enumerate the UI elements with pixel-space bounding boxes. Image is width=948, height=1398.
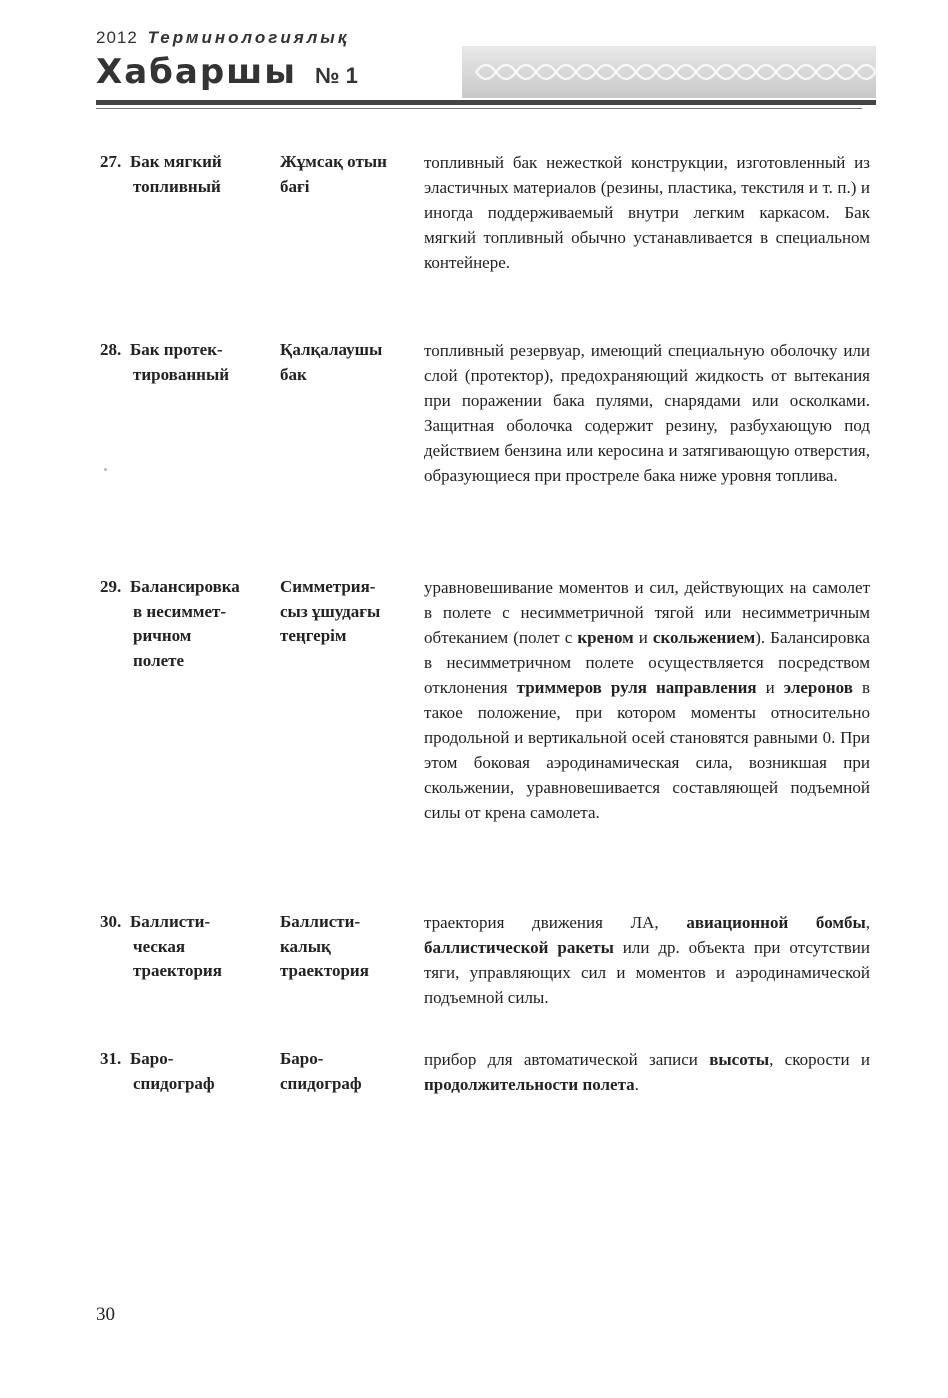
term-kz-line: спидограф (280, 1073, 362, 1093)
term-kz-line: Баллисти- (280, 912, 361, 931)
header-year-line (96, 28, 349, 48)
term-kz-line: теңгерім (280, 626, 347, 645)
term-kz-line: бағі (280, 176, 310, 196)
term-kz (280, 1047, 420, 1096)
term-ru-line: топливный (133, 176, 221, 196)
entry-number: 31. (100, 1049, 122, 1068)
header-rule (96, 100, 876, 105)
term-kz-line: Баро- (280, 1049, 324, 1068)
header-rule-thin (96, 108, 862, 109)
definition-bold-term: баллистической ракеты (424, 938, 614, 957)
definition-text: траектория движения ЛА, (424, 913, 687, 932)
ornament-band (462, 46, 876, 98)
term-ru (100, 150, 270, 199)
term-kz-line: сыз ұшудағы (280, 601, 381, 621)
page-number: 30 (96, 1304, 115, 1325)
term-kz (280, 910, 420, 984)
term-kz-line: бак (280, 364, 307, 384)
definition-bold-term: триммеров руля направления (516, 678, 757, 697)
definition-text: ). Балансировка в несимметричном полете осуществляется посредством отклонения (424, 628, 870, 697)
term-ru-line: Бак мягкий (130, 152, 222, 171)
term-ru-line: траектория (133, 961, 222, 980)
entry-number: 30. (100, 912, 122, 931)
definition-bold-term: высоты (709, 1050, 770, 1069)
term-ru-line: спидограф (133, 1073, 215, 1093)
definition-text: уравновешивание моментов и сил, действующих на самолет в полете с несимметричной тягой или несимметричным обтеканием (полет с (424, 578, 870, 647)
term-ru-line: Балансировка (130, 577, 240, 596)
term-ru (100, 1047, 270, 1096)
term-kz-line: Қалқалаушы (280, 340, 383, 359)
term-kz-line: траектория (280, 961, 369, 980)
definition-bold-term: скольжением (652, 628, 756, 647)
ornament-pattern-icon (462, 46, 876, 98)
definition-text: в такое положение, при котором моменты относительно продольной и вертикальной осей становятся равными 0. При этом боковая аэродинамическая сила, возникшая при скольжении, уравновешивается составляющей подъемной силы от крена самолета. (424, 678, 870, 822)
entry-number: 29. (100, 577, 122, 596)
header-year: 2012 (96, 28, 138, 47)
definition (424, 338, 870, 488)
term-kz-line: Симметрия- (280, 577, 376, 596)
header-magazine: Терминологиялық (147, 28, 350, 47)
header-issue: № 1 (315, 63, 358, 88)
term-ru-line: ческая (133, 936, 186, 956)
term-ru-line: в несиммет- (133, 601, 227, 621)
term-kz-line: Жұмсақ отын (280, 152, 387, 171)
term-ru-line: ричном (133, 626, 192, 645)
term-ru (100, 338, 270, 387)
definition (424, 575, 870, 825)
definition-text: и (756, 678, 784, 697)
term-kz (280, 150, 420, 199)
page-header (96, 24, 876, 124)
definition (424, 910, 870, 1010)
definition-bold-term: авиационной бомбы (686, 913, 866, 932)
entry-number: 28. (100, 340, 122, 359)
definition-text: и (633, 628, 653, 647)
definition-text: . (634, 1075, 639, 1094)
definition-bold-term: элеронов (783, 678, 853, 697)
definition-text: , (865, 913, 870, 932)
definition-text: или др. объекта при отсутствии тяги, управляющих сил и моментов и аэродинамической подъемной силы. (424, 938, 870, 1007)
term-ru-line: полете (133, 650, 185, 670)
term-ru-line: тированный (133, 364, 230, 384)
scan-speck (104, 468, 107, 471)
definition-text: прибор для автоматической записи (424, 1050, 710, 1069)
definition-text: топливный бак нежесткой конструкции, изготовленный из эластичных материалов (резины, пластика, текстиля и т. п.) и иногда поддерживаемый внутри легким каркасом. Бак мягкий топливный обычно устанавливается в специальном контейнере. (424, 153, 870, 272)
term-kz (280, 575, 420, 649)
term-kz (280, 338, 420, 387)
term-ru-line: Баллисти- (130, 912, 211, 931)
term-ru (100, 575, 270, 673)
definition-text: , скорости и (769, 1050, 870, 1069)
definition (424, 150, 870, 275)
header-title: Хабаршы (96, 52, 298, 92)
term-kz-line: калық (280, 936, 331, 956)
term-ru-line: Бак протек- (130, 340, 223, 359)
term-ru-line: Баро- (130, 1049, 174, 1068)
definition-text: топливный резервуар, имеющий специальную оболочку или слой (протектор), предохраняющий жидкость от вытекания при поражении бака пулями, снарядами или осколками. Защитная оболочка содержит резину, разбухающую под действием бензина или керосина и затягивающую отверстия, образующиеся при прострелe бака ниже уровня топлива. (424, 341, 870, 485)
definition-bold-term: продолжительности полета (424, 1075, 635, 1094)
entry-number: 27. (100, 152, 122, 171)
header-title-line (96, 52, 358, 92)
term-ru (100, 910, 270, 984)
definition (424, 1047, 870, 1097)
definition-bold-term: креном (577, 628, 634, 647)
